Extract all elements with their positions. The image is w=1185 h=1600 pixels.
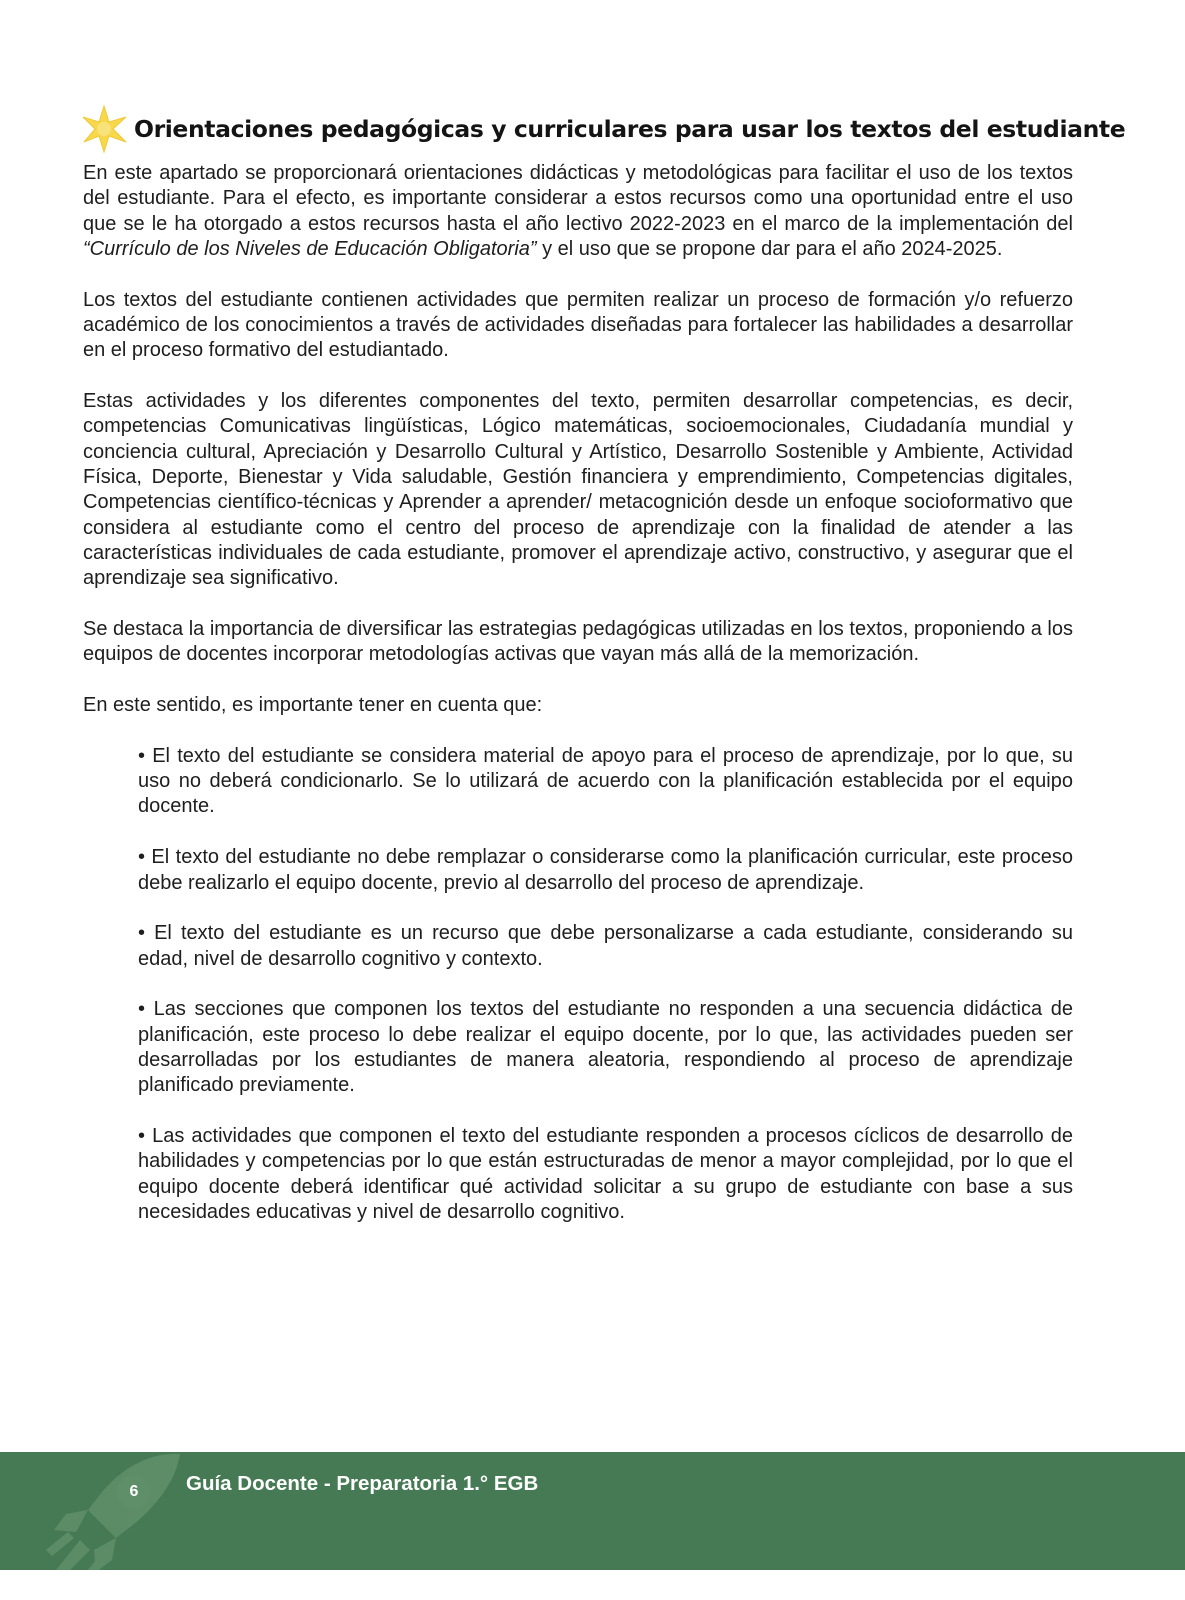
body-content: [83, 161, 1073, 1251]
paragraph-considerations: En este sentido, es importante tener en cuenta que:: [83, 694, 543, 717]
paragraph-intro: [83, 161, 1073, 262]
paragraph-texts: Los textos del estudiante contienen actividades que permiten realizar un proceso de formación y/o refuerzo académico de los conocimientos a través de actividades diseñadas para fortalecer las habilidades a desarrollar en el proceso formativo del estudiantado.: [83, 288, 1073, 362]
list-item: • Las secciones que componen los textos del estudiante no responden a una secuencia didáctica de planificación, este proceso lo debe realizar el equipo docente, por lo que, las actividades pueden ser desarrolladas por los estudiantes de manera aleatoria, respondiendo al proceso de aprendizaje planificado previamente.: [138, 998, 1073, 1097]
paragraph-competencies: Estas actividades y los diferentes componentes del texto, permiten desarrollar competencias, es decir, competencias Comunicativas lingüísticas, Lógico matemáticas, socioemocionales, Ciudadanía mundial y conciencia cultural, Apreciación y Desarrollo Cultural y Artístico, Desarrollo Sostenible y Ambiente, Actividad Física, Deporte, Bienestar y Vida saludable, Gestión financiera y emprendimiento, Competencias digitales, Competencias científico-técnicas y Aprender a aprender/ metacognición desde un enfoque socioformativo que considera al estudiante como el centro del proceso de aprendizaje con la finalidad de atender a las características individuales de cada estudiante, promover el aprendizaje activo, constructivo, y asegurar que el aprendizaje sea significativo.: [83, 390, 1073, 590]
page-title: Orientaciones pedagógicas y curriculares para usar los textos del estudiante: [134, 115, 1126, 143]
paragraph-intro-end: y el uso que se propone dar para el año 2024-2025.: [536, 237, 1003, 260]
page-footer: [0, 1452, 1185, 1570]
section-heading: [78, 101, 1126, 157]
considerations-list: [83, 744, 1073, 1225]
rocket-icon: [30, 1452, 190, 1570]
list-item: • Las actividades que componen el texto del estudiante responden a procesos cíclicos de desarrollo de habilidades y competencias por lo que están estructuradas de menor a mayor complejidad, por lo que el equipo docente deberá identificar qué actividad solicitar a su grupo de estudiante con base a sus necesidades educativas y nivel de desarrollo cognitivo.: [138, 1125, 1073, 1223]
list-item: • El texto del estudiante se considera material de apoyo para el proceso de aprendizaje, por lo que, su uso no deberá condicionarlo. Se lo utilizará de acuerdo con la planificación establecida por el equipo docente.: [138, 744, 1073, 818]
footer-title: Guía Docente - Preparatoria 1.° EGB: [186, 1472, 539, 1495]
star-icon: [78, 103, 130, 155]
paragraph-intro-start: En este apartado se proporcionará orientaciones didácticas y metodológicas para facilitar el uso de los textos del estudiante. Para el efecto, es importante considerar a estos recursos como una oportunidad entre el uso que se le ha otorgado a estos recursos hasta el año lectivo 2022-2023 en el marco de la implementación del: [83, 162, 1073, 235]
paragraph-strategies: Se destaca la importancia de diversificar las estrategias pedagógicas utilizadas en los textos, proponiendo a los equipos de docentes incorporar metodologías activas que vayan más allá de la memorización.: [83, 617, 1073, 666]
curriculum-title: “Currículo de los Niveles de Educación Obligatoria”: [83, 237, 537, 260]
list-item: • El texto del estudiante es un recurso que debe personalizarse a cada estudiante, considerando su edad, nivel de desarrollo cognitivo y contexto.: [138, 922, 1073, 970]
list-item: • El texto del estudiante no debe remplazar o considerarse como la planificación curricular, este proceso debe realizarlo el equipo docente, previo al desarrollo del proceso de aprendizaje.: [138, 846, 1073, 894]
page-number: 6: [117, 1475, 151, 1509]
